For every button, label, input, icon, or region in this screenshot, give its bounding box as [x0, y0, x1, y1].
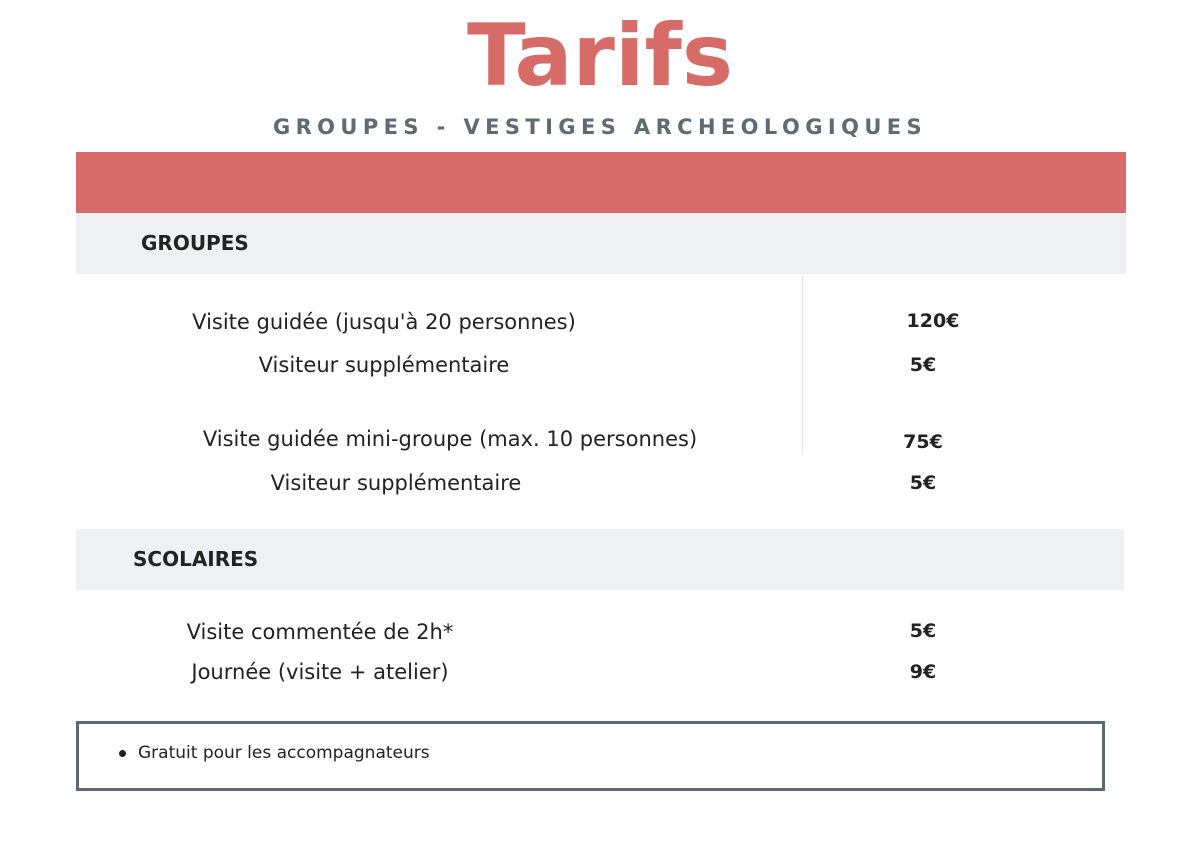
price-row-value: 5€	[909, 620, 937, 642]
note-box	[76, 721, 1105, 791]
page-subtitle: GROUPES - VESTIGES ARCHEOLOGIQUES	[272, 115, 928, 139]
bullet-icon	[119, 750, 126, 757]
price-row-value: 5€	[909, 472, 937, 494]
price-row-label: Visite guidée mini-groupe (max. 10 personnes)	[202, 427, 698, 451]
page-title: Tarifs	[466, 6, 734, 106]
section-header-scolaires	[76, 529, 1124, 590]
note-item: Gratuit pour les accompagnateurs	[138, 743, 430, 763]
header-band	[76, 152, 1126, 213]
price-row-label: Visite guidée (jusqu'à 20 personnes)	[192, 310, 576, 334]
price-row-value: 5€	[909, 354, 937, 376]
section-label: GROUPES	[141, 231, 249, 255]
price-row-value: 9€	[909, 661, 937, 683]
section-label: SCOLAIRES	[133, 547, 259, 571]
price-row-label: Visiteur supplémentaire	[270, 471, 522, 495]
section-header-groupes	[76, 213, 1126, 274]
price-row-label: Journée (visite + atelier)	[191, 660, 449, 684]
price-row-value: 120€	[906, 310, 960, 332]
price-row-label: Visiteur supplémentaire	[258, 353, 510, 377]
price-row-label: Visite commentée de 2h*	[186, 620, 454, 644]
column-divider	[802, 276, 803, 454]
price-row-value: 75€	[903, 431, 943, 453]
